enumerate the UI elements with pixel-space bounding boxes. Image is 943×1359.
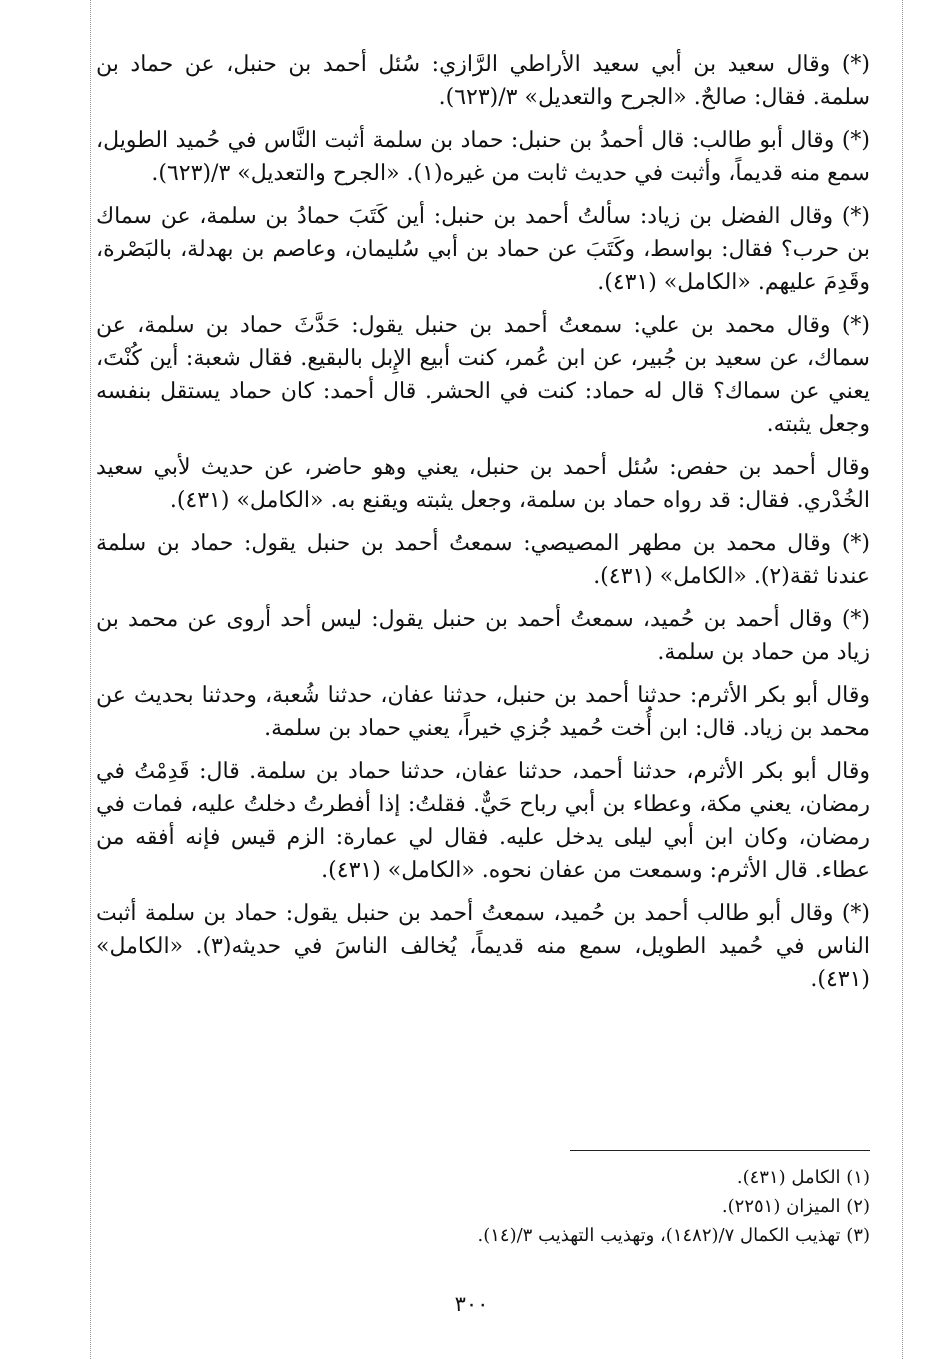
paragraph-7: (*) وقال أحمد بن حُميد، سمعتُ أحمد بن حنبل يقول: ليس أحد أروى عن محمد بن زياد من حماد بن سلمة. xyxy=(96,607,870,665)
paragraph-1: (*) وقال سعيد بن أبي سعيد الأراطي الرَّازي: سُئل أحمد بن حنبل، عن حماد بن سلمة. فقال: صالحٌ. «الجرح والتعديل» ٣/(٦٢٣). xyxy=(96,52,870,110)
page-body xyxy=(96,48,870,1006)
paragraph-6: (*) وقال محمد بن مطهر المصيصي: سمعتُ أحمد بن حنبل يقول: حماد بن سلمة عندنا ثقة(٢). «الكامل» (٤٣١). xyxy=(96,531,870,589)
paragraph-4: (*) وقال محمد بن علي: سمعتُ أحمد بن حنبل يقول: حَدَّثَ حماد بن سلمة، عن سماك، عن سعيد بن جُبير، عن ابن عُمر، كنت أبيع الإِبل بالبقيع. فقال شعبة: أين كُنْتَ، يعني عن سماك؟ قال له حماد: كنت في الحشر. قال أحمد: كان حماد يستقل بنفسه وجعل يثبته. xyxy=(96,313,870,437)
page-number: ٣٠٠ xyxy=(454,1292,489,1316)
paragraph-5: وقال أحمد بن حفص: سُئل أحمد بن حنبل، يعني وهو حاضر، عن حديث لأبي سعيد الخُدْري. فقال: قد رواه حماد بن سلمة، وجعل يثبته ويقنع به. «الكامل» (٤٣١). xyxy=(96,455,870,513)
paragraph-9: وقال أبو بكر الأثرم، حدثنا أحمد، حدثنا عفان، حدثنا حماد بن سلمة. قال: قَدِمْتُ في رمضان، يعني مكة، وعطاء بن أبي رباح حَيٌّ. فقلتُ: إذا أفطرتُ دخلتُ عليه، فمات في رمضان، وكان ابن أبي ليلى يدخل عليه. فقال لي عمارة: الزم قيس فإنه أفقه من عطاء. قال الأثرم: وسمعت من عفان نحوه. «الكامل» (٤٣١). xyxy=(96,759,870,883)
paragraph-10: (*) وقال أبو طالب أحمد بن حُميد، سمعتُ أحمد بن حنبل يقول: حماد بن سلمة أثبت الناس في حُميد الطويل، سمع منه قديماً، يُخالف الناسَ في حديثه(٣). «الكامل» (٤٣١). xyxy=(96,901,870,992)
footnote-1: (١) الكامل (٤٣١). xyxy=(736,1167,870,1188)
footnotes xyxy=(96,1150,870,1250)
paragraph-3: (*) وقال الفضل بن زياد: سألتُ أحمد بن حنبل: أين كَتَبَ حمادُ بن سلمة، عن سماك بن حرب؟ فقال: بواسط، وكَتَبَ عن حماد بن أبي سُليمان، وعاصم بن بهدلة، بالبَصْرة، وقَدِمَ عليهم. «الكامل» (٤٣١). xyxy=(96,204,870,295)
footnote-2: (٢) الميزان (٢٢٥١). xyxy=(721,1196,870,1217)
paragraph-2: (*) وقال أبو طالب: قال أحمدُ بن حنبل: حماد بن سلمة أثبت النَّاس في حُميد الطويل، سمع منه قديماً، وأثبت في حديث ثابت من غيره(١). «الجرح والتعديل» ٣/(٦٢٣). xyxy=(96,128,870,186)
footnote-rule xyxy=(570,1150,870,1151)
right-margin-guide xyxy=(902,0,903,1359)
footnote-3: (٣) تهذيب الكمال ٧/(١٤٨٢)، وتهذيب التهذيب ٣/(١٤). xyxy=(477,1225,870,1246)
paragraph-8: وقال أبو بكر الأثرم: حدثنا أحمد بن حنبل، حدثنا عفان، حدثنا شُعبة، وحدثنا بحديث عن محمد بن زياد. قال: ابن أُخت حُميد جُزي خيراً، يعني حماد بن سلمة. xyxy=(96,683,870,741)
left-margin-guide xyxy=(90,0,91,1359)
